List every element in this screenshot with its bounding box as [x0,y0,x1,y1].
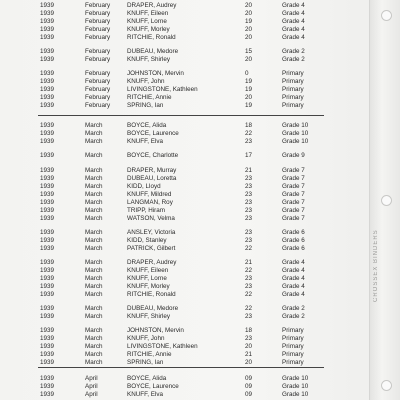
name-cell: RITCHIE, Annie [127,351,172,358]
grade-cell: Grade 10 [282,375,309,382]
age-cell: 23 [245,237,253,244]
month-cell: February [85,34,111,41]
age-cell: 21 [245,351,253,358]
year-cell: 1939 [40,391,55,398]
grade-cell: Grade 9 [282,152,305,159]
grade-cell: Grade 4 [282,26,305,33]
name-cell: KNUFF, Shirley [127,56,171,63]
month-cell: February [85,10,111,17]
age-cell: 18 [245,327,253,334]
month-cell: February [85,2,111,9]
name-cell: RITCHIE, Ronald [127,291,176,298]
age-cell: 09 [245,391,253,398]
grade-cell: Grade 7 [282,199,305,206]
month-cell: February [85,18,111,25]
month-cell: March [85,291,103,298]
section-divider [38,367,324,368]
age-cell: 22 [245,130,253,137]
month-cell: March [85,207,103,214]
year-cell: 1939 [40,183,55,190]
month-cell: March [85,237,103,244]
grade-cell: Grade 4 [282,259,305,266]
year-cell: 1939 [40,199,55,206]
year-cell: 1939 [40,359,55,366]
grade-cell: Grade 10 [282,391,309,398]
year-cell: 1939 [40,275,55,282]
name-cell: KIDD, Stanley [127,237,167,244]
name-cell: SPRING, Ian [127,102,164,109]
age-cell: 0 [245,70,249,77]
name-cell: RITCHIE, Annie [127,94,172,101]
month-cell: March [85,229,103,236]
name-cell: ANSLEY, Victoria [127,229,176,236]
age-cell: 23 [245,313,253,320]
month-cell: March [85,343,103,350]
month-cell: February [85,56,111,63]
name-cell: KNUFF, Lorne [127,275,167,282]
age-cell: 23 [245,175,253,182]
grade-cell: Primary [282,102,304,109]
age-cell: 19 [245,86,253,93]
year-cell: 1939 [40,175,55,182]
binder-sleeve [369,0,400,400]
grade-cell: Grade 4 [282,267,305,274]
year-cell: 1939 [40,86,55,93]
name-cell: KNUFF, Morley [127,26,170,33]
name-cell: KIDD, Lloyd [127,183,161,190]
name-cell: KNUFF, Mildred [127,191,172,198]
month-cell: March [85,138,103,145]
month-cell: March [85,199,103,206]
name-cell: BOYCE, Laurence [127,130,179,137]
name-cell: KNUFF, John [127,335,165,342]
month-cell: March [85,175,103,182]
year-cell: 1939 [40,267,55,274]
name-cell: DUBEAU, Medore [127,48,179,55]
year-cell: 1939 [40,291,55,298]
grade-cell: Grade 2 [282,48,305,55]
month-cell: February [85,26,111,33]
name-cell: LIVINGSTONE, Kathleen [127,343,198,350]
grade-cell: Primary [282,359,304,366]
name-cell: BOYCE, Alida [127,122,167,129]
age-cell: 22 [245,305,253,312]
age-cell: 22 [245,267,253,274]
year-cell: 1939 [40,56,55,63]
year-cell: 1939 [40,2,55,9]
name-cell: DUBEAU, Medore [127,305,179,312]
name-cell: BOYCE, Alida [127,375,167,382]
grade-cell: Grade 2 [282,313,305,320]
age-cell: 20 [245,26,253,33]
name-cell: TRIPP, Hiram [127,207,166,214]
grade-cell: Grade 7 [282,183,305,190]
year-cell: 1939 [40,327,55,334]
month-cell: March [85,351,103,358]
name-cell: PATRICK, Gilbert [127,245,176,252]
month-cell: April [85,391,98,398]
year-cell: 1939 [40,138,55,145]
year-cell: 1939 [40,167,55,174]
year-cell: 1939 [40,229,55,236]
year-cell: 1939 [40,215,55,222]
age-cell: 21 [245,167,253,174]
grade-cell: Grade 10 [282,130,309,137]
name-cell: KNUFF, Elva [127,138,164,145]
age-cell: 21 [245,259,253,266]
name-cell: WATSON, Velma [127,215,175,222]
age-cell: 20 [245,56,253,63]
name-cell: LANGMAN, Roy [127,199,173,206]
grade-cell: Grade 7 [282,215,305,222]
age-cell: 20 [245,2,253,9]
name-cell: JOHNSTON, Mervin [127,327,184,334]
year-cell: 1939 [40,375,55,382]
year-cell: 1939 [40,191,55,198]
year-cell: 1939 [40,152,55,159]
month-cell: February [85,86,111,93]
age-cell: 19 [245,78,253,85]
year-cell: 1939 [40,207,55,214]
year-cell: 1939 [40,94,55,101]
age-cell: 23 [245,229,253,236]
name-cell: KNUFF, Elva [127,391,164,398]
grade-cell: Primary [282,351,304,358]
grade-cell: Grade 10 [282,122,309,129]
age-cell: 19 [245,18,253,25]
month-cell: March [85,335,103,342]
age-cell: 18 [245,122,253,129]
year-cell: 1939 [40,351,55,358]
month-cell: March [85,183,103,190]
name-cell: DRAPER, Murray [127,167,177,174]
age-cell: 22 [245,245,253,252]
age-cell: 17 [245,152,253,159]
year-cell: 1939 [40,283,55,290]
month-cell: April [85,383,98,390]
grade-cell: Grade 7 [282,207,305,214]
grade-cell: Grade 10 [282,138,309,145]
grade-cell: Grade 4 [282,18,305,25]
year-cell: 1939 [40,78,55,85]
month-cell: March [85,275,103,282]
month-cell: March [85,359,103,366]
name-cell: LIVINGSTONE, Kathleen [127,86,198,93]
month-cell: March [85,191,103,198]
grade-cell: Grade 4 [282,10,305,17]
month-cell: March [85,122,103,129]
grade-cell: Primary [282,327,304,334]
grade-cell: Primary [282,70,304,77]
month-cell: March [85,167,103,174]
grade-cell: Grade 4 [282,2,305,9]
grade-cell: Primary [282,78,304,85]
grade-cell: Grade 6 [282,245,305,252]
year-cell: 1939 [40,102,55,109]
month-cell: March [85,327,103,334]
name-cell: KNUFF, John [127,78,165,85]
month-cell: March [85,245,103,252]
grade-cell: Grade 2 [282,56,305,63]
grade-cell: Primary [282,94,304,101]
year-cell: 1939 [40,343,55,350]
year-cell: 1939 [40,237,55,244]
name-cell: DRAPER, Audrey [127,2,177,9]
year-cell: 1939 [40,70,55,77]
name-cell: SPRING, Ian [127,359,164,366]
name-cell: KNUFF, Eileen [127,267,169,274]
name-cell: DUBEAU, Loretta [127,175,177,182]
year-cell: 1939 [40,335,55,342]
year-cell: 1939 [40,383,55,390]
name-cell: BOYCE, Charlotte [127,152,179,159]
age-cell: 23 [245,183,253,190]
name-cell: RITCHIE, Ronald [127,34,176,41]
age-cell: 20 [245,359,253,366]
grade-cell: Primary [282,343,304,350]
grade-cell: Grade 2 [282,305,305,312]
age-cell: 23 [245,199,253,206]
month-cell: February [85,48,111,55]
grade-cell: Primary [282,86,304,93]
age-cell: 23 [245,138,253,145]
year-cell: 1939 [40,26,55,33]
grade-cell: Grade 4 [282,291,305,298]
punch-hole [381,10,392,21]
sleeve-brand: CROSSEX BINDERS [373,229,379,302]
month-cell: April [85,375,98,382]
age-cell: 20 [245,343,253,350]
name-cell: JOHNSTON, Mervin [127,70,184,77]
name-cell: DRAPER, Audrey [127,259,177,266]
month-cell: February [85,70,111,77]
grade-cell: Grade 6 [282,237,305,244]
month-cell: March [85,152,103,159]
month-cell: February [85,78,111,85]
punch-hole [381,380,392,391]
age-cell: 23 [245,335,253,342]
month-cell: March [85,215,103,222]
grade-cell: Grade 7 [282,167,305,174]
grade-cell: Grade 10 [282,383,309,390]
year-cell: 1939 [40,48,55,55]
year-cell: 1939 [40,10,55,17]
month-cell: March [85,283,103,290]
age-cell: 09 [245,383,253,390]
grade-cell: Grade 7 [282,191,305,198]
month-cell: February [85,102,111,109]
year-cell: 1939 [40,313,55,320]
year-cell: 1939 [40,18,55,25]
age-cell: 19 [245,102,253,109]
year-cell: 1939 [40,34,55,41]
month-cell: March [85,305,103,312]
age-cell: 23 [245,191,253,198]
age-cell: 23 [245,215,253,222]
month-cell: March [85,267,103,274]
age-cell: 09 [245,375,253,382]
punch-hole [381,195,392,206]
grade-cell: Grade 4 [282,283,305,290]
month-cell: March [85,130,103,137]
grade-cell: Grade 7 [282,175,305,182]
year-cell: 1939 [40,122,55,129]
year-cell: 1939 [40,259,55,266]
age-cell: 20 [245,34,253,41]
name-cell: KNUFF, Shirley [127,313,171,320]
age-cell: 20 [245,94,253,101]
month-cell: February [85,94,111,101]
age-cell: 23 [245,275,253,282]
age-cell: 20 [245,10,253,17]
name-cell: KNUFF, Eileen [127,10,169,17]
name-cell: KNUFF, Lorne [127,18,167,25]
month-cell: March [85,313,103,320]
age-cell: 15 [245,48,253,55]
year-cell: 1939 [40,245,55,252]
grade-cell: Grade 4 [282,275,305,282]
month-cell: March [85,259,103,266]
year-cell: 1939 [40,130,55,137]
name-cell: KNUFF, Morley [127,283,170,290]
age-cell: 22 [245,291,253,298]
age-cell: 23 [245,283,253,290]
grade-cell: Primary [282,335,304,342]
grade-cell: Grade 4 [282,34,305,41]
section-divider [38,115,324,116]
year-cell: 1939 [40,305,55,312]
grade-cell: Grade 6 [282,229,305,236]
age-cell: 23 [245,207,253,214]
name-cell: BOYCE, Laurence [127,383,179,390]
